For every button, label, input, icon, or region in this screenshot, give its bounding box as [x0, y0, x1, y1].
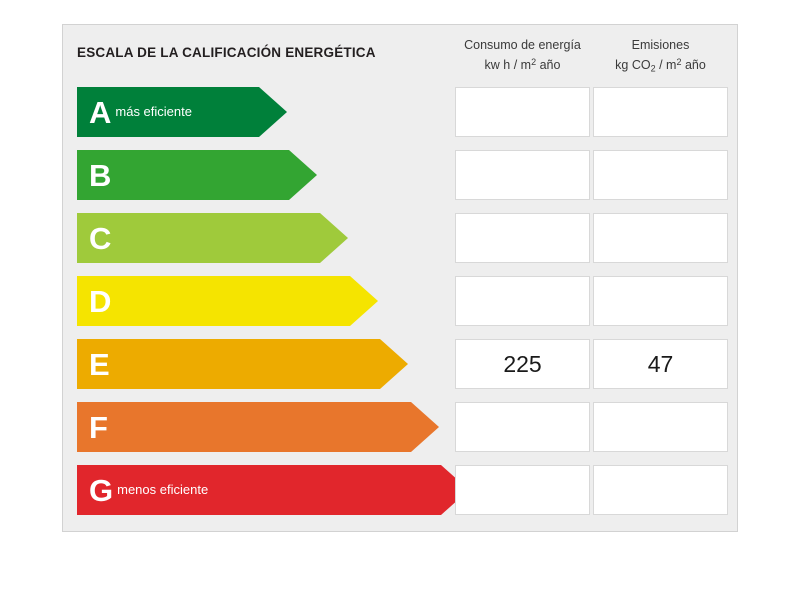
- energy-cell: [455, 213, 590, 263]
- rating-bar-arrow: [411, 402, 439, 452]
- rating-bar-body: [77, 276, 350, 326]
- rating-row: [63, 270, 737, 333]
- column-header-emissions: [593, 37, 728, 77]
- column-header-energy: [455, 37, 590, 74]
- emissions-cell: [593, 87, 728, 137]
- rating-letter: B: [89, 157, 112, 193]
- column-header-energy-line1: Consumo de energía: [464, 38, 581, 52]
- rating-bar-a: [77, 87, 287, 137]
- rating-bar-arrow: [350, 276, 378, 326]
- emissions-cell: [593, 150, 728, 200]
- rating-caption: menos eficiente: [117, 482, 209, 497]
- energy-cell: [455, 276, 590, 326]
- rating-letter: A: [89, 94, 112, 130]
- rating-row: [63, 333, 737, 396]
- rating-rows: [63, 81, 737, 522]
- rating-letter: C: [89, 220, 112, 256]
- energy-cell: [455, 465, 590, 515]
- rating-caption: más eficiente: [115, 104, 192, 119]
- emissions-cell: [593, 465, 728, 515]
- column-header-emissions-line1: Emisiones: [631, 38, 690, 52]
- rating-bar-f: [77, 402, 439, 452]
- energy-cell: [455, 402, 590, 452]
- rating-bar-b: [77, 150, 317, 200]
- rating-bar-arrow: [320, 213, 348, 263]
- emissions-cell: [593, 213, 728, 263]
- energy-scale-panel: [62, 24, 738, 532]
- rating-letter: F: [89, 409, 108, 445]
- energy-cell: [455, 150, 590, 200]
- page-title: ESCALA DE LA CALIFICACIÓN ENERGÉTICA: [77, 45, 376, 60]
- emissions-cell: [593, 402, 728, 452]
- rating-bar-arrow: [289, 150, 317, 200]
- rating-letter: D: [89, 283, 112, 319]
- panel-header: [63, 25, 737, 81]
- rating-bar-e: [77, 339, 408, 389]
- rating-bar-body: [77, 402, 411, 452]
- rating-row: [63, 81, 737, 144]
- rating-bar-d: [77, 276, 378, 326]
- rating-bar-body: [77, 213, 320, 263]
- rating-bar-arrow: [380, 339, 408, 389]
- rating-bar-body: [77, 339, 380, 389]
- energy-cell: 225: [455, 339, 590, 389]
- energy-cell: [455, 87, 590, 137]
- rating-bar-body: [77, 465, 441, 515]
- rating-row: [63, 459, 737, 522]
- rating-bar-body: [77, 87, 259, 137]
- column-header-emissions-line2: kg $CO_2 / m^2$ año: [615, 57, 706, 74]
- emissions-cell: 47: [593, 339, 728, 389]
- rating-bar-arrow: [259, 87, 287, 137]
- rating-bar-c: [77, 213, 348, 263]
- rating-letter: E: [89, 346, 110, 382]
- emissions-cell: [593, 276, 728, 326]
- rating-row: [63, 144, 737, 207]
- rating-letter: G: [89, 472, 114, 508]
- column-header-energy-line2: kw h / $m^2$ año: [484, 57, 561, 73]
- rating-row: [63, 207, 737, 270]
- rating-bar-g: [77, 465, 469, 515]
- rating-row: [63, 396, 737, 459]
- rating-bar-body: [77, 150, 289, 200]
